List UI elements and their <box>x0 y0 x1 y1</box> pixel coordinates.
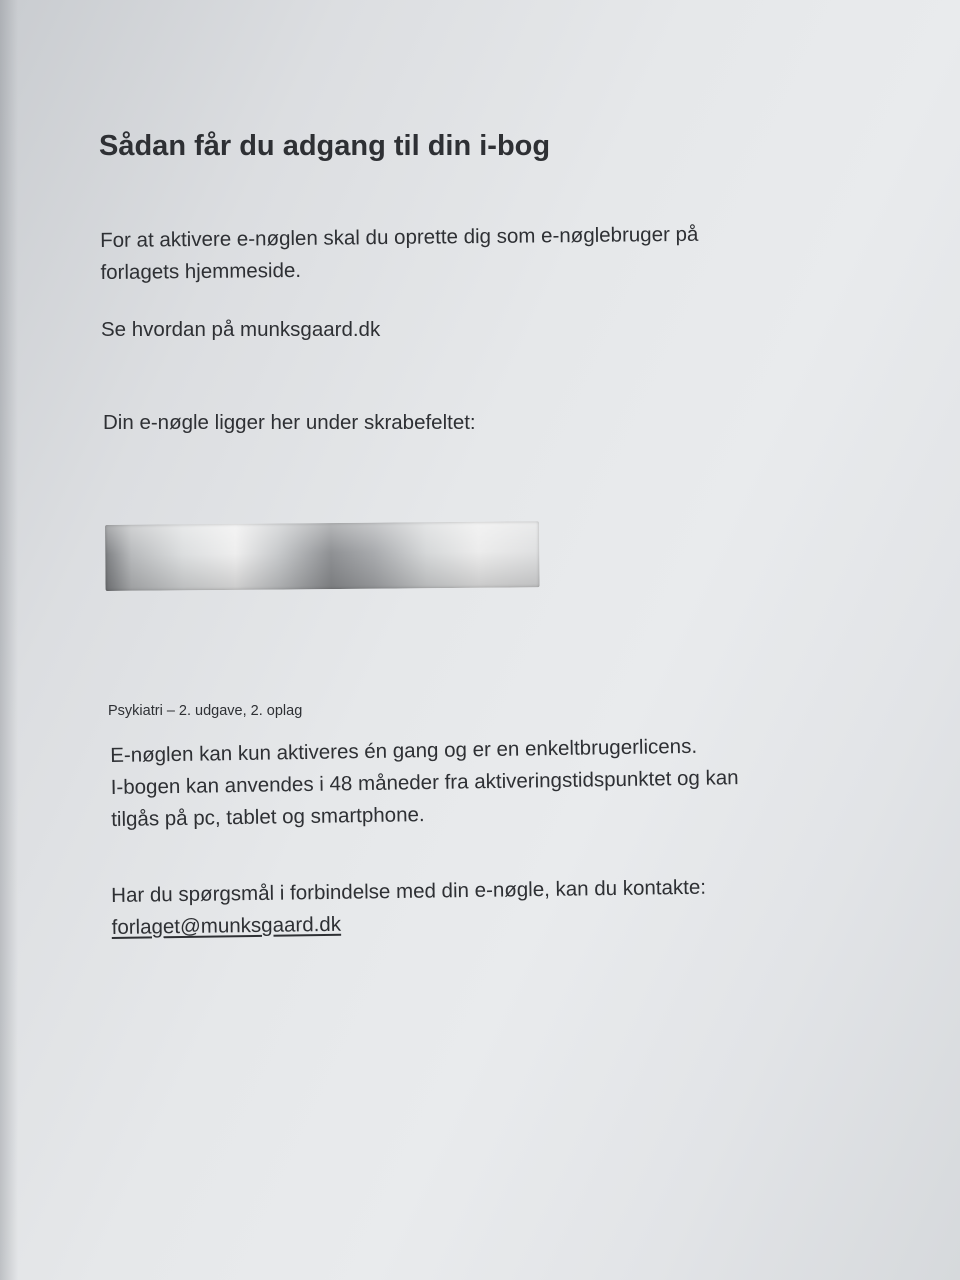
license-line-2: I-bogen kan anvendes i 48 måneder fra aktiveringstidspunktet og kan <box>110 766 739 799</box>
howto-text: Se hvordan på munksgaard.dk <box>101 318 381 341</box>
intro-paragraph <box>100 219 699 289</box>
page-title: Sådan får du adgang til din i-bog <box>99 130 551 162</box>
scratch-off-field <box>105 521 540 591</box>
license-paragraph <box>110 730 739 836</box>
intro-line-1: For at aktivere e-nøglen skal du oprette dig som e-nøglebruger på <box>100 222 699 252</box>
edition-label: Psykiatri – 2. udgave, 2. oplag <box>108 703 303 719</box>
license-line-3: tilgås på pc, tablet og smartphone. <box>111 803 425 831</box>
intro-line-2: forlagets hjemmeside. <box>100 258 302 284</box>
license-line-1: E-nøglen kan kun aktiveres én gang og er en enkeltbrugerlicens. <box>110 734 698 767</box>
key-intro-text: Din e-nøgle ligger her under skrabefeltet: <box>103 411 476 434</box>
contact-email-link[interactable]: forlaget@munksgaard.dk <box>111 912 342 939</box>
page-shadow <box>0 0 18 1280</box>
contact-paragraph <box>111 872 707 944</box>
contact-text: Har du spørgsmål i forbindelse med din e-nøgle, kan du kontakte: <box>111 875 707 907</box>
